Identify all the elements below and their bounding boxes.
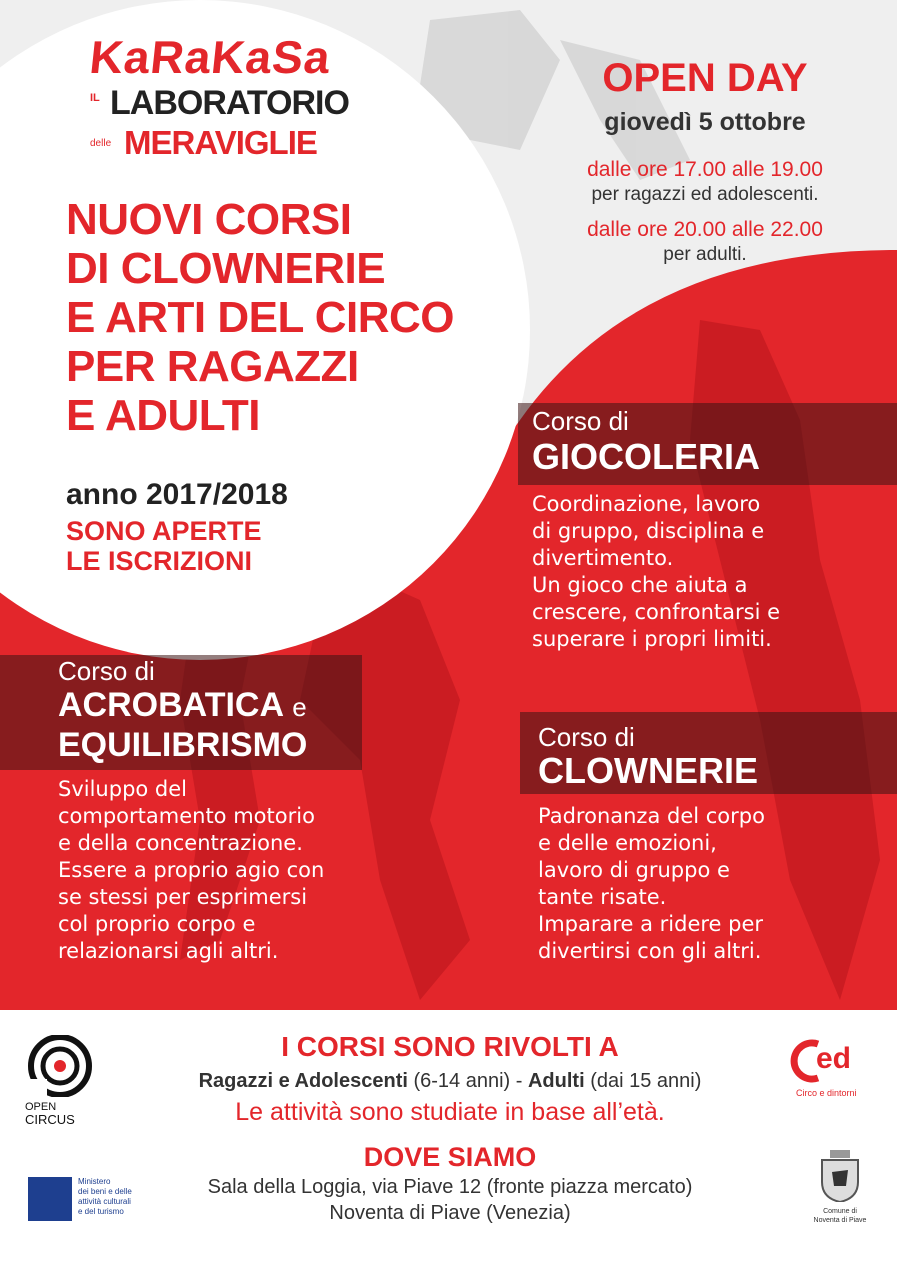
description-line: Essere a proprio agio con xyxy=(58,858,325,882)
giocoleria-description xyxy=(532,491,780,653)
ministry-line: attività culturali xyxy=(78,1197,131,1206)
description-line: comportamento motorio xyxy=(58,804,315,828)
logo-meraviglie: MERAVIGLIE xyxy=(124,124,317,161)
headline-line: E ADULTI xyxy=(66,391,260,440)
ministry-line: Ministero xyxy=(78,1177,111,1186)
comune-line: Comune di xyxy=(823,1208,857,1215)
target-groups xyxy=(130,1066,770,1096)
address-line-1: Sala della Loggia, via Piave 12 (fronte piazza mercato) xyxy=(207,1176,693,1198)
comune-logo xyxy=(805,1150,875,1235)
giocoleria-title: GIOCOLERIA xyxy=(532,436,761,477)
ministry-line: e del turismo xyxy=(78,1207,124,1216)
open-circus-text-2: CIRCUS xyxy=(25,1112,75,1127)
academic-year: anno 2017/2018 xyxy=(66,478,288,511)
clownerie-title: CLOWNERIE xyxy=(538,750,758,791)
ced-text: ed xyxy=(816,1042,852,1075)
description-line: Padronanza del corpo xyxy=(538,804,765,828)
where-title: DOVE SIAMO xyxy=(363,1142,537,1172)
acrobatica-conj: e xyxy=(292,692,307,722)
ced-logo xyxy=(790,1038,870,1108)
open-circus-logo xyxy=(25,1035,105,1125)
ced-caption: Circo e dintorni xyxy=(796,1088,857,1098)
description-line: col proprio corpo e xyxy=(58,912,256,936)
logo-prefix-delle: delle xyxy=(90,138,112,149)
karakasa-logo xyxy=(87,30,349,161)
acrobatica-title-1: ACROBATICA xyxy=(58,686,283,724)
description-line: Imparare a ridere per xyxy=(538,912,764,936)
target-circle-icon xyxy=(25,1035,95,1097)
ministry-text xyxy=(78,1177,132,1217)
acrobatica-title xyxy=(58,686,307,725)
headline-line: DI CLOWNERIE xyxy=(66,244,386,293)
comune-line: Noventa di Piave xyxy=(813,1217,867,1224)
headline-line: E ARTI DEL CIRCO xyxy=(66,293,455,342)
description-line: e delle emozioni, xyxy=(538,831,717,855)
description-line: Coordinazione, lavoro xyxy=(532,492,761,516)
group-adults: Adulti xyxy=(527,1070,585,1092)
headline-line: NUOVI CORSI xyxy=(66,195,352,244)
description-line: Sviluppo del xyxy=(58,777,188,801)
slot1-time: dalle ore 17.00 alle 19.00 xyxy=(587,158,823,181)
coat-of-arms-icon xyxy=(818,1150,862,1202)
description-line: superare i propri limiti. xyxy=(532,627,772,651)
enrolment-line-1: SONO APERTE xyxy=(66,516,262,546)
description-line: divertimento. xyxy=(532,546,674,570)
description-line: se stessi per esprimersi xyxy=(58,885,308,909)
description-line: lavoro di gruppo e xyxy=(538,858,730,882)
comune-text xyxy=(805,1207,875,1225)
description-line: divertirsi con gli altri. xyxy=(538,939,762,963)
acrobatica-prefix: Corso di xyxy=(58,656,155,686)
acrobatica-description xyxy=(58,776,324,965)
clownerie-description xyxy=(538,803,765,965)
ministry-line: dei beni e delle xyxy=(78,1187,132,1196)
open-day-title: OPEN DAY xyxy=(602,56,808,100)
age-note: Le attività sono studiate in base all’età. xyxy=(235,1098,665,1126)
description-line: crescere, confrontarsi e xyxy=(532,600,781,624)
ministry-emblem-icon xyxy=(28,1177,72,1221)
logo-laboratorio: LABORATORIO xyxy=(110,84,349,122)
description-line: Un gioco che aiuta a xyxy=(532,573,748,597)
description-line: di gruppo, disciplina e xyxy=(532,519,765,543)
giocoleria-prefix: Corso di xyxy=(532,406,629,436)
slot2-time: dalle ore 20.00 alle 22.00 xyxy=(587,218,823,241)
clownerie-prefix: Corso di xyxy=(538,722,635,752)
description-line: tante risate. xyxy=(538,885,667,909)
headline-line: PER RAGAZZI xyxy=(66,342,359,391)
target-title: I CORSI SONO RIVOLTI A xyxy=(281,1031,619,1062)
headline xyxy=(66,195,454,440)
open-day-block xyxy=(560,55,850,267)
logo-brand: KaRaKaSa xyxy=(87,31,334,83)
description-line: e della concentrazione. xyxy=(58,831,303,855)
slot1-audience: per ragazzi ed adolescenti. xyxy=(591,184,819,205)
footer-info xyxy=(130,1030,770,1226)
enrolment-notice xyxy=(66,516,262,576)
ministry-logo xyxy=(28,1177,188,1227)
group-youth-age: (6-14 anni) - xyxy=(407,1070,528,1092)
address-line-2: Noventa di Piave (Venezia) xyxy=(329,1202,571,1224)
open-day-date: giovedì 5 ottobre xyxy=(604,108,806,136)
description-line: relazionarsi agli altri. xyxy=(58,939,279,963)
logo-prefix-il: IL xyxy=(90,92,100,104)
enrolment-line-2: LE ISCRIZIONI xyxy=(66,546,253,576)
slot2-audience: per adulti. xyxy=(663,244,747,265)
equilibrismo-title: EQUILIBRISMO xyxy=(58,726,308,764)
group-youth: Ragazzi e Adolescenti xyxy=(198,1070,408,1092)
group-adults-age: (dai 15 anni) xyxy=(584,1070,702,1092)
open-circus-text-1: OPEN xyxy=(25,1101,57,1113)
